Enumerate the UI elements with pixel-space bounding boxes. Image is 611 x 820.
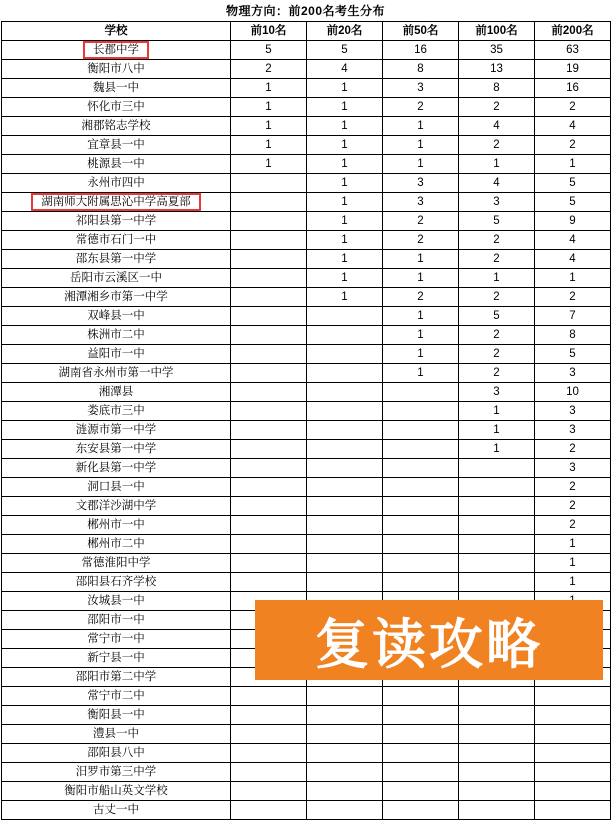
count-cell: [383, 554, 459, 573]
count-cell: [383, 573, 459, 592]
count-cell: [231, 307, 307, 326]
table-row: [2, 174, 611, 193]
count-cell: 2: [459, 231, 535, 250]
count-cell: 1: [383, 269, 459, 288]
count-cell: 4: [459, 174, 535, 193]
count-cell: [231, 250, 307, 269]
highlighted-school-label: 湖南师大附属思沁中学高夏部: [31, 193, 201, 211]
school-name-cell: 衡阳县一中: [2, 706, 231, 725]
table-row: [2, 763, 611, 782]
school-name-cell: 衡阳市八中: [2, 60, 231, 79]
count-cell: 1: [383, 364, 459, 383]
count-cell: 1: [383, 136, 459, 155]
count-cell: [307, 383, 383, 402]
count-cell: [307, 782, 383, 801]
table-body: [2, 41, 611, 820]
school-name-cell: 岳阳市云溪区一中: [2, 269, 231, 288]
column-header-top10: 前10名: [231, 22, 307, 41]
count-cell: 1: [307, 269, 383, 288]
school-name-cell: 祁阳县第一中学: [2, 212, 231, 231]
count-cell: [535, 801, 611, 820]
count-cell: 4: [535, 250, 611, 269]
count-cell: [383, 516, 459, 535]
school-name-cell: 邵阳市第二中学: [2, 668, 231, 687]
school-name-cell: 新化县第一中学: [2, 459, 231, 478]
count-cell: 1: [383, 117, 459, 136]
school-name-cell: 湘郡铭志学校: [2, 117, 231, 136]
table-row: [2, 478, 611, 497]
school-name-cell: 湖南省永州市第一中学: [2, 364, 231, 383]
school-name-cell: 衡阳市船山英文学校: [2, 782, 231, 801]
count-cell: [383, 497, 459, 516]
count-cell: 7: [535, 307, 611, 326]
count-cell: 1: [307, 231, 383, 250]
table-row: [2, 801, 611, 820]
table-row: [2, 383, 611, 402]
count-cell: [459, 535, 535, 554]
school-name-cell: 常宁市一中: [2, 630, 231, 649]
count-cell: 1: [231, 136, 307, 155]
table-row: [2, 706, 611, 725]
count-cell: [307, 421, 383, 440]
count-cell: [307, 763, 383, 782]
count-cell: 5: [535, 174, 611, 193]
count-cell: [307, 440, 383, 459]
watermark-text: 复读攻略: [315, 612, 543, 676]
count-cell: [459, 573, 535, 592]
count-cell: [459, 459, 535, 478]
count-cell: [307, 497, 383, 516]
count-cell: 1: [535, 573, 611, 592]
count-cell: 2: [383, 231, 459, 250]
count-cell: [307, 535, 383, 554]
count-cell: 3: [535, 421, 611, 440]
table-row: [2, 79, 611, 98]
count-cell: [383, 706, 459, 725]
page-title: 物理方向：前200名考生分布: [225, 4, 386, 18]
count-cell: 5: [535, 193, 611, 212]
count-cell: 1: [231, 117, 307, 136]
count-cell: 4: [459, 117, 535, 136]
highlighted-school-label: 长郡中学: [83, 41, 149, 59]
count-cell: 5: [459, 212, 535, 231]
school-name-cell: 常宁市二中: [2, 687, 231, 706]
count-cell: [459, 763, 535, 782]
table-row: [2, 687, 611, 706]
count-cell: [307, 345, 383, 364]
count-cell: [383, 459, 459, 478]
count-cell: 1: [535, 269, 611, 288]
count-cell: [231, 516, 307, 535]
school-name-cell: [2, 41, 231, 60]
table-row: [2, 535, 611, 554]
count-cell: 1: [307, 79, 383, 98]
count-cell: [383, 421, 459, 440]
table-row: [2, 193, 611, 212]
table-row: [2, 250, 611, 269]
count-cell: 3: [383, 79, 459, 98]
count-cell: [383, 687, 459, 706]
count-cell: 1: [459, 421, 535, 440]
count-cell: 5: [459, 307, 535, 326]
count-cell: 19: [535, 60, 611, 79]
count-cell: 35: [459, 41, 535, 60]
count-cell: 1: [459, 440, 535, 459]
school-name-cell: 郴州市二中: [2, 535, 231, 554]
table-row: [2, 136, 611, 155]
table-row: [2, 98, 611, 117]
count-cell: [535, 782, 611, 801]
count-cell: 63: [535, 41, 611, 60]
count-cell: [231, 744, 307, 763]
table-row: [2, 516, 611, 535]
column-header-top50: 前50名: [383, 22, 459, 41]
count-cell: [383, 744, 459, 763]
count-cell: [459, 478, 535, 497]
table-row: [2, 554, 611, 573]
count-cell: 5: [231, 41, 307, 60]
table-row: [2, 117, 611, 136]
count-cell: [231, 212, 307, 231]
count-cell: [231, 421, 307, 440]
count-cell: [231, 687, 307, 706]
count-cell: [231, 478, 307, 497]
count-cell: 1: [231, 155, 307, 174]
count-cell: [307, 687, 383, 706]
count-cell: [383, 383, 459, 402]
table-row: [2, 345, 611, 364]
count-cell: [383, 440, 459, 459]
count-cell: [535, 763, 611, 782]
count-cell: 3: [535, 459, 611, 478]
count-cell: 1: [535, 554, 611, 573]
school-name-cell: 常德市石门一中: [2, 231, 231, 250]
school-name-cell: 文郡洋沙湖中学: [2, 497, 231, 516]
count-cell: [231, 402, 307, 421]
count-cell: [231, 573, 307, 592]
school-name-cell: 株洲市二中: [2, 326, 231, 345]
count-cell: 1: [307, 117, 383, 136]
count-cell: [231, 193, 307, 212]
count-cell: 2: [459, 98, 535, 117]
count-cell: 4: [307, 60, 383, 79]
count-cell: [307, 364, 383, 383]
count-cell: [231, 801, 307, 820]
column-header-top200: 前200名: [535, 22, 611, 41]
count-cell: 8: [535, 326, 611, 345]
watermark-badge: [255, 600, 603, 680]
school-name-cell: 东安县第一中学: [2, 440, 231, 459]
count-cell: [231, 782, 307, 801]
count-cell: 3: [459, 383, 535, 402]
count-cell: [231, 345, 307, 364]
table-row: [2, 269, 611, 288]
table-row: [2, 573, 611, 592]
count-cell: 4: [535, 231, 611, 250]
count-cell: 3: [535, 364, 611, 383]
table-row: [2, 364, 611, 383]
count-cell: 1: [459, 155, 535, 174]
count-cell: 1: [307, 174, 383, 193]
count-cell: [231, 706, 307, 725]
table-row: [2, 41, 611, 60]
column-header-top100: 前100名: [459, 22, 535, 41]
school-name-cell: 宜章县一中: [2, 136, 231, 155]
count-cell: [231, 383, 307, 402]
count-cell: [459, 744, 535, 763]
count-cell: [459, 687, 535, 706]
count-cell: 16: [383, 41, 459, 60]
count-cell: 1: [307, 136, 383, 155]
count-cell: [383, 763, 459, 782]
count-cell: [231, 535, 307, 554]
count-cell: [383, 535, 459, 554]
count-cell: 2: [535, 516, 611, 535]
school-name-cell: 古丈一中: [2, 801, 231, 820]
count-cell: 2: [459, 345, 535, 364]
count-cell: [307, 554, 383, 573]
count-cell: 1: [307, 155, 383, 174]
count-cell: 1: [307, 288, 383, 307]
school-name-cell: 常德淮阳中学: [2, 554, 231, 573]
school-name-cell: 涟源市第一中学: [2, 421, 231, 440]
count-cell: 2: [459, 326, 535, 345]
school-name-cell: 湘潭县: [2, 383, 231, 402]
count-cell: [231, 459, 307, 478]
count-cell: 2: [383, 98, 459, 117]
count-cell: [307, 307, 383, 326]
table-row: [2, 782, 611, 801]
table-row: [2, 231, 611, 250]
count-cell: 8: [383, 60, 459, 79]
count-cell: 16: [535, 79, 611, 98]
table-row: [2, 307, 611, 326]
school-name-cell: 桃源县一中: [2, 155, 231, 174]
count-cell: 8: [459, 79, 535, 98]
count-cell: 1: [307, 250, 383, 269]
count-cell: [459, 497, 535, 516]
count-cell: 2: [383, 212, 459, 231]
count-cell: 1: [459, 269, 535, 288]
count-cell: 1: [231, 79, 307, 98]
count-cell: 1: [459, 402, 535, 421]
school-name-cell: [2, 193, 231, 212]
school-name-cell: 邵阳县八中: [2, 744, 231, 763]
count-cell: [307, 402, 383, 421]
count-cell: [307, 573, 383, 592]
count-cell: [459, 801, 535, 820]
table-header-row: [2, 22, 611, 41]
table-row: [2, 155, 611, 174]
count-cell: [307, 459, 383, 478]
count-cell: [459, 516, 535, 535]
count-cell: [383, 782, 459, 801]
count-cell: [535, 687, 611, 706]
school-name-cell: 双峰县一中: [2, 307, 231, 326]
count-cell: 2: [535, 497, 611, 516]
count-cell: [307, 706, 383, 725]
count-cell: [307, 326, 383, 345]
count-cell: 1: [383, 250, 459, 269]
count-cell: [231, 364, 307, 383]
count-cell: 1: [383, 155, 459, 174]
school-name-cell: 邵阳市一中: [2, 611, 231, 630]
school-name-cell: 邵东县第一中学: [2, 250, 231, 269]
count-cell: 3: [459, 193, 535, 212]
count-cell: 5: [307, 41, 383, 60]
count-cell: [231, 231, 307, 250]
count-cell: [459, 782, 535, 801]
count-cell: [307, 478, 383, 497]
school-name-cell: 洞口县一中: [2, 478, 231, 497]
school-name-cell: 娄底市三中: [2, 402, 231, 421]
count-cell: [535, 744, 611, 763]
count-cell: 1: [307, 98, 383, 117]
count-cell: [231, 269, 307, 288]
school-name-cell: 湘潭湘乡市第一中学: [2, 288, 231, 307]
count-cell: 1: [383, 307, 459, 326]
count-cell: [231, 440, 307, 459]
school-name-cell: 怀化市三中: [2, 98, 231, 117]
count-cell: 1: [383, 345, 459, 364]
count-cell: 13: [459, 60, 535, 79]
count-cell: 10: [535, 383, 611, 402]
table-row: [2, 421, 611, 440]
count-cell: [231, 763, 307, 782]
school-name-cell: 永州市四中: [2, 174, 231, 193]
count-cell: 1: [307, 212, 383, 231]
count-cell: 2: [459, 136, 535, 155]
table-row: [2, 402, 611, 421]
count-cell: 2: [459, 250, 535, 269]
count-cell: [383, 402, 459, 421]
count-cell: 1: [383, 326, 459, 345]
count-cell: [459, 706, 535, 725]
count-cell: 1: [535, 535, 611, 554]
school-name-cell: 汝城县一中: [2, 592, 231, 611]
count-cell: [231, 497, 307, 516]
count-cell: 2: [535, 288, 611, 307]
count-cell: 2: [459, 364, 535, 383]
count-cell: 2: [459, 288, 535, 307]
school-name-cell: 魏县一中: [2, 79, 231, 98]
count-cell: [307, 744, 383, 763]
table-row: [2, 497, 611, 516]
count-cell: [383, 801, 459, 820]
count-cell: 2: [231, 60, 307, 79]
school-name-cell: 益阳市一中: [2, 345, 231, 364]
school-name-cell: 汨罗市第三中学: [2, 763, 231, 782]
count-cell: 2: [535, 98, 611, 117]
count-cell: 3: [383, 193, 459, 212]
count-cell: 1: [307, 193, 383, 212]
table-row: [2, 459, 611, 478]
count-cell: [231, 288, 307, 307]
table-row: [2, 440, 611, 459]
count-cell: 4: [535, 117, 611, 136]
count-cell: 2: [535, 136, 611, 155]
count-cell: [231, 326, 307, 345]
table-row: [2, 326, 611, 345]
column-header-school: 学校: [2, 22, 231, 41]
count-cell: 2: [535, 440, 611, 459]
count-cell: [307, 516, 383, 535]
table-row: [2, 212, 611, 231]
school-name-cell: 澧县一中: [2, 725, 231, 744]
count-cell: 1: [535, 155, 611, 174]
table-row: [2, 288, 611, 307]
count-cell: 3: [383, 174, 459, 193]
count-cell: 3: [535, 402, 611, 421]
count-cell: [383, 478, 459, 497]
school-name-cell: 郴州市一中: [2, 516, 231, 535]
count-cell: 9: [535, 212, 611, 231]
count-cell: 2: [383, 288, 459, 307]
count-cell: 5: [535, 345, 611, 364]
count-cell: [459, 554, 535, 573]
count-cell: [307, 801, 383, 820]
count-cell: 1: [231, 98, 307, 117]
column-header-top20: 前20名: [307, 22, 383, 41]
table-row: [2, 744, 611, 763]
count-cell: 2: [535, 478, 611, 497]
count-cell: [231, 554, 307, 573]
distribution-table: [1, 21, 611, 820]
school-name-cell: 新宁县一中: [2, 649, 231, 668]
table-row: [2, 60, 611, 79]
count-cell: [231, 174, 307, 193]
count-cell: [535, 706, 611, 725]
school-name-cell: 邵阳县石齐学校: [2, 573, 231, 592]
